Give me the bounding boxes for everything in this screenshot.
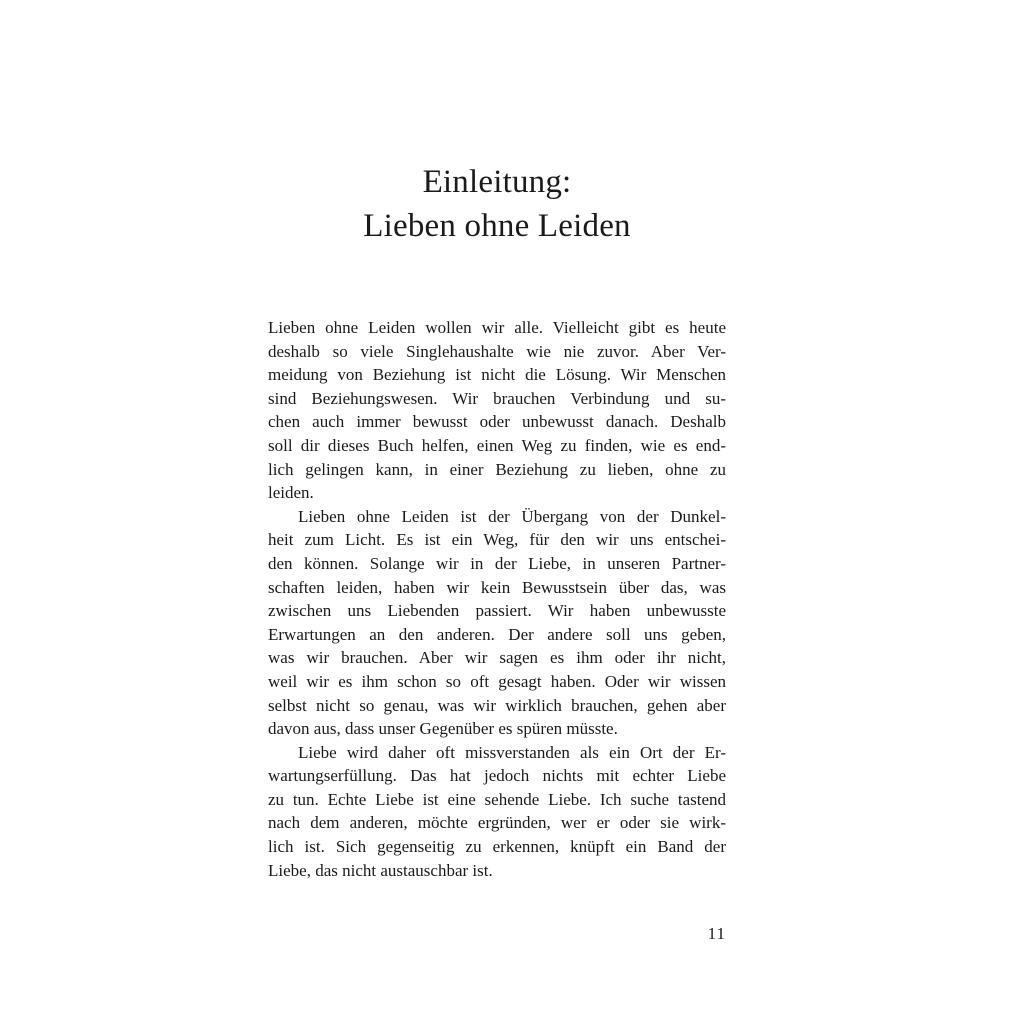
chapter-title — [268, 160, 726, 248]
text-line: Erwartungen an den anderen. Der andere soll uns geben, — [268, 624, 726, 644]
chapter-title-line-2: Lieben ohne Leiden — [363, 208, 631, 244]
text-line: meidung von Beziehung ist nicht die Lösung. Wir Menschen — [268, 365, 726, 385]
paragraph-3 — [268, 741, 726, 883]
text-line: Liebe, das nicht austauschbar ist. — [268, 860, 493, 880]
text-line: sind Beziehungswesen. Wir brauchen Verbindung und su- — [268, 388, 726, 408]
text-line: soll dir dieses Buch helfen, einen Weg zu finden, wie es end- — [268, 435, 726, 455]
text-line: weil wir es ihm schon so oft gesagt haben. Oder wir wissen — [268, 671, 726, 691]
text-line: zwischen uns Liebenden passiert. Wir haben unbewusste — [268, 601, 726, 621]
text-line: davon aus, dass unser Gegenüber es spüren müsste. — [268, 719, 618, 739]
text-line: den können. Solange wir in der Liebe, in unseren Partner- — [268, 553, 726, 573]
text-line: Lieben ohne Leiden ist der Übergang von der Dunkel- — [298, 506, 726, 526]
text-line: Lieben ohne Leiden wollen wir alle. Vielleicht gibt es heute — [268, 318, 726, 337]
text-line: leiden. — [268, 483, 314, 503]
text-line: nach dem anderen, möchte ergründen, wer er oder sie wirk- — [268, 813, 726, 833]
text-line: lich ist. Sich gegenseitig zu erkennen, knüpft ein Band der — [268, 837, 726, 857]
text-line: zu tun. Echte Liebe ist eine sehende Liebe. Ich suche tastend — [268, 789, 726, 809]
text-line: was wir brauchen. Aber wir sagen es ihm oder ihr nicht, — [268, 648, 726, 668]
text-line: heit zum Licht. Es ist ein Weg, für den wir uns entschei- — [268, 530, 726, 550]
text-line: Liebe wird daher oft missverstanden als ein Ort der Er- — [298, 742, 726, 762]
page-number: 11 — [707, 924, 726, 943]
paragraph-2 — [268, 505, 726, 741]
text-line: selbst nicht so genau, was wir wirklich brauchen, gehen aber — [268, 695, 726, 715]
text-line: wartungserfüllung. Das hat jedoch nichts mit echter Liebe — [268, 766, 726, 786]
text-line: lich gelingen kann, in einer Beziehung zu lieben, ohne zu — [268, 459, 726, 479]
text-line: chen auch immer bewusst oder unbewusst danach. Deshalb — [268, 412, 726, 432]
chapter-body — [268, 316, 726, 882]
chapter-title-line-1: Einleitung: — [422, 164, 572, 200]
text-line: schaften leiden, haben wir kein Bewusstsein über das, was — [268, 577, 726, 597]
text-line: deshalb so viele Singlehaushalte wie nie zuvor. Aber Ver- — [268, 341, 726, 361]
paragraph-1 — [268, 316, 726, 505]
